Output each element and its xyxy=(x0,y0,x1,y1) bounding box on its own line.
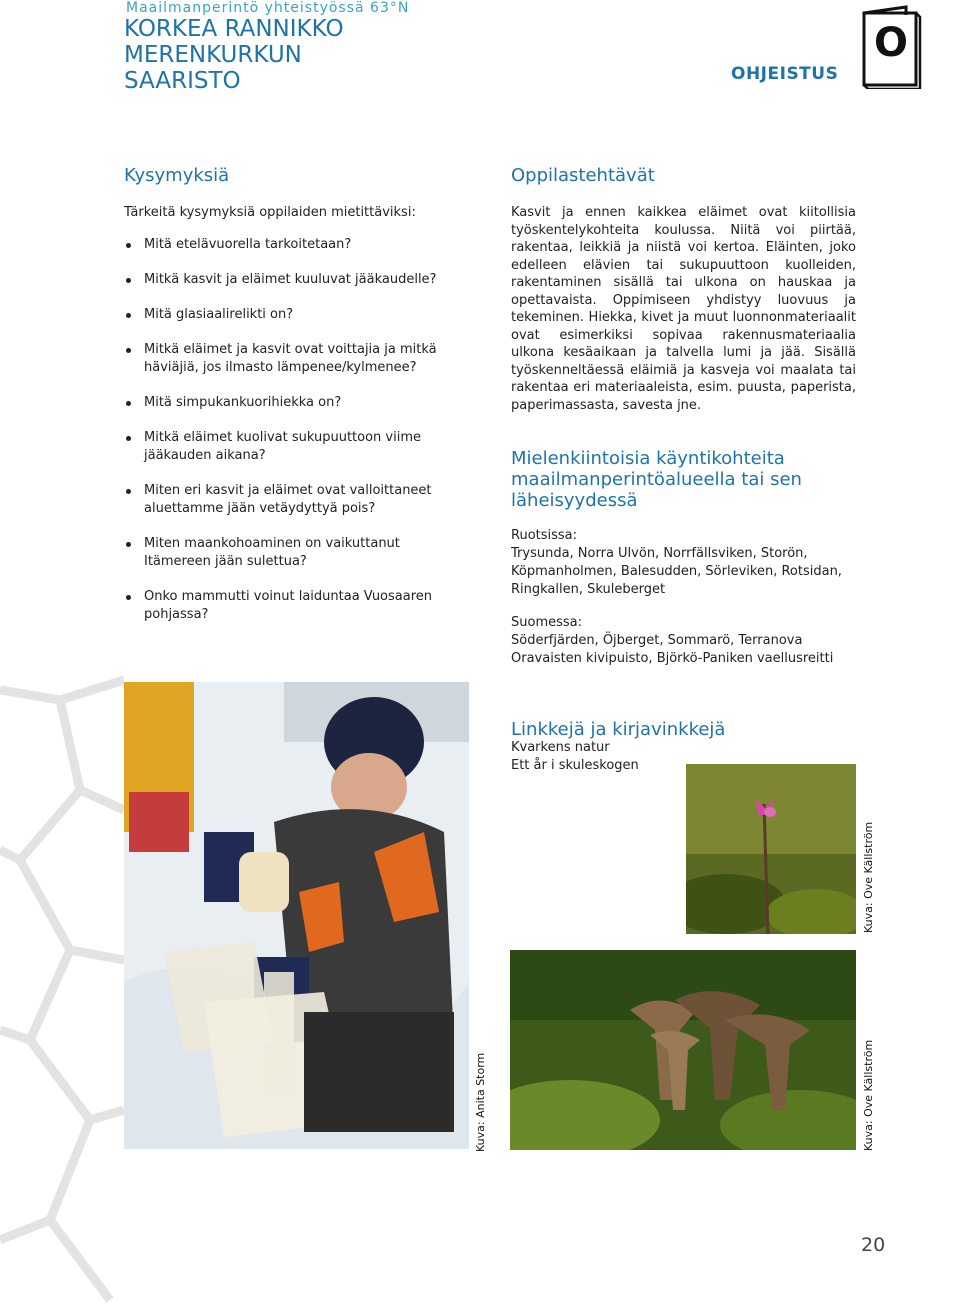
link-item[interactable]: Kvarkens natur xyxy=(511,740,610,755)
list-item: Onko mammutti voinut laiduntaa Vuosaaren pohjassa? xyxy=(124,588,444,624)
sweden-block xyxy=(511,527,856,599)
list-item: Mitä simpukankuorihiekka on? xyxy=(124,394,444,412)
questions-intro: Tärkeitä kysymyksiä oppilaiden mietittäviksi: xyxy=(124,205,416,220)
links-list xyxy=(511,739,639,775)
page-number: 20 xyxy=(861,1234,886,1256)
photo-caption: Kuva: Ove Källström xyxy=(862,821,875,933)
photo-caption: Kuva: Anita Storm xyxy=(474,1052,487,1152)
heading-line: maailmanperintöalueella tai sen xyxy=(511,469,802,490)
place-line: Köpmanholmen, Balesudden, Sörleviken, Rotsidan, xyxy=(511,564,842,579)
photo-orchid xyxy=(686,764,856,934)
list-item: Miten eri kasvit ja eläimet ovat valloittaneet aluettamme jään vetäydyttyä pois? xyxy=(124,482,444,518)
title-line: MERENKURKUN xyxy=(124,42,302,68)
list-item: Mitä etelävuorella tarkoitetaan? xyxy=(124,236,444,254)
list-item: Mitkä eläimet kuolivat sukupuuttoon viime jääkauden aikana? xyxy=(124,429,444,465)
link-item[interactable]: Ett år i skuleskogen xyxy=(511,758,639,773)
finland-block xyxy=(511,614,856,668)
list-item: Mitkä eläimet ja kasvit ovat voittajia ja mitkä häviäjiä, jos ilmasto lämpenee/kylmenee? xyxy=(124,341,444,377)
book-letter: O xyxy=(873,20,908,66)
place-line: Ringkallen, Skuleberget xyxy=(511,582,666,597)
list-item: Miten maankohoaminen on vaikuttanut Itämereen jään sulettua? xyxy=(124,535,444,571)
list-item: Mitkä kasvit ja eläimet kuuluvat jääkaudelle? xyxy=(124,271,444,289)
tasks-text: Kasvit ja ennen kaikkea eläimet ovat kiitollisia työskentelykohteita koulussa. Niitä voi piirtää, rakentaa, leikkiä ja niistä voi kertoa. Eläinten, joko edelleen elävien tai sukupuuttoon kuolleiden, rakentaminen sisällä tai ulkona on hauskaa ja opettavaista. Oppimiseen yhdistyy luovuus ja tekeminen. Hiekka, kivet ja muut luonnonmateriaalit ovat esimerkiksi sopivaa rakennusmateriaalia ulkona kesäaikaan ja talvella lumi ja jää. Sisällä työskenneltäessä eläimiä ja kasveja voi maalata tai rakentaa eri materiaaleista, esim. puusta, paperista, paperimassasta, savesta jne. xyxy=(511,205,856,413)
photo-child-carving-ice xyxy=(124,682,469,1149)
photo-mushrooms xyxy=(510,950,856,1150)
heading-line: Mielenkiintoisia käyntikohteita xyxy=(511,448,785,469)
place-line: Oravaisten kivipuisto, Björkö-Paniken vaellusreitti xyxy=(511,651,834,666)
place-line: Söderfjärden, Öjberget, Sommarö, Terranova xyxy=(511,633,803,648)
destinations-heading xyxy=(511,448,802,511)
links-heading: Linkkejä ja kirjavinkkejä xyxy=(511,719,726,740)
heading-line: läheisyydessä xyxy=(511,490,638,511)
decorative-pattern xyxy=(0,660,124,1309)
section-label: OHJEISTUS xyxy=(731,64,839,84)
title-line: SAARISTO xyxy=(124,68,241,94)
questions-heading: Kysymyksiä xyxy=(124,165,230,186)
tasks-heading: Oppilastehtävät xyxy=(511,165,655,186)
sweden-label: Ruotsissa: xyxy=(511,528,578,543)
series-label: Maailmanperintö yhteistyössä 63°N xyxy=(126,0,410,16)
title-line: KORKEA RANNIKKO xyxy=(124,16,344,42)
finland-label: Suomessa: xyxy=(511,615,582,630)
document-title xyxy=(124,16,344,94)
photo-caption: Kuva: Ove Källström xyxy=(862,1039,875,1151)
list-item: Mitä glasiaalirelikti on? xyxy=(124,306,444,324)
questions-list xyxy=(124,236,444,641)
place-line: Trysunda, Norra Ulvön, Norrfällsviken, Storön, xyxy=(511,546,808,561)
